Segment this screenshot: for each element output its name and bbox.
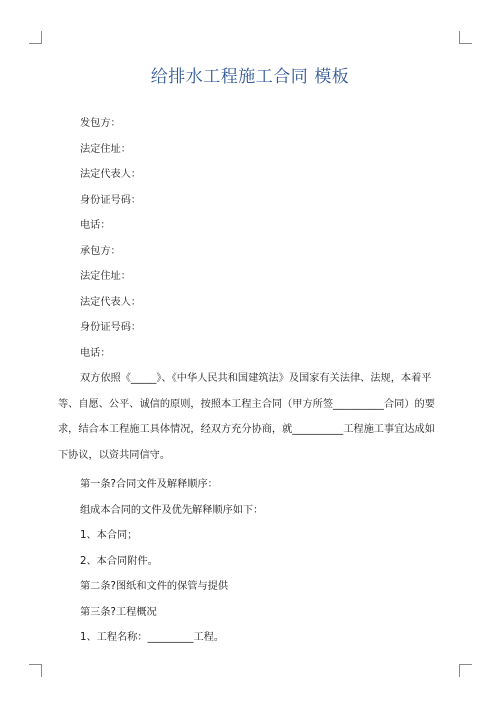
intro-line: 等、自愿、公平、诚信的原则，按照本工程主合同（甲方所签__________合同）的要 (58, 398, 435, 410)
clause-text: 组成本合同的文件及优先解释顺序如下： (80, 504, 264, 516)
field-contractor-id-number: 身份证号码： (80, 322, 142, 333)
clause-heading-3: 第三条?工程概况 (80, 606, 157, 618)
field-employer-address: 法定住址： (80, 143, 131, 155)
intro-line: 双方依照《_____》、《中华人民共和国建筑法》及国家有关法律、法规，本着平 (80, 373, 432, 384)
field-employer-representative: 法定代表人： (80, 169, 142, 180)
field-employer-id-number: 身份证号码： (80, 194, 142, 206)
field-contractor: 承包方： (80, 245, 121, 257)
clause-heading-2: 第二条?图纸和文件的保管与提供 (80, 581, 229, 592)
clause-list-item: 1、本合同； (80, 530, 138, 541)
field-employer: 发包方： (80, 118, 121, 129)
clause-heading-1: 第一条?合同文件及解释顺序： (80, 479, 218, 490)
document-title: 给排水工程施工合同 模板 (150, 67, 350, 87)
intro-line: 求，结合本工程施工具体情况，经双方充分协商，就__________工程施工事宜达成如 (58, 424, 435, 435)
crop-mark-top-right (459, 31, 472, 44)
field-contractor-representative: 法定代表人： (80, 296, 142, 308)
field-contractor-phone: 电话： (80, 347, 111, 359)
intro-line: 下协议，以资共同信守。 (58, 449, 171, 461)
clause-list-item: 1、工程名称：_________工程。 (80, 632, 225, 643)
clause-list-item: 2、本合同附件。 (80, 555, 158, 567)
field-employer-phone: 电话： (80, 220, 111, 231)
crop-mark-bottom-right (459, 664, 472, 677)
crop-mark-bottom-left (29, 664, 42, 677)
field-contractor-address: 法定住址： (80, 271, 131, 282)
intro-paragraph (58, 366, 460, 468)
crop-mark-top-left (29, 31, 42, 44)
document-body (58, 111, 460, 651)
